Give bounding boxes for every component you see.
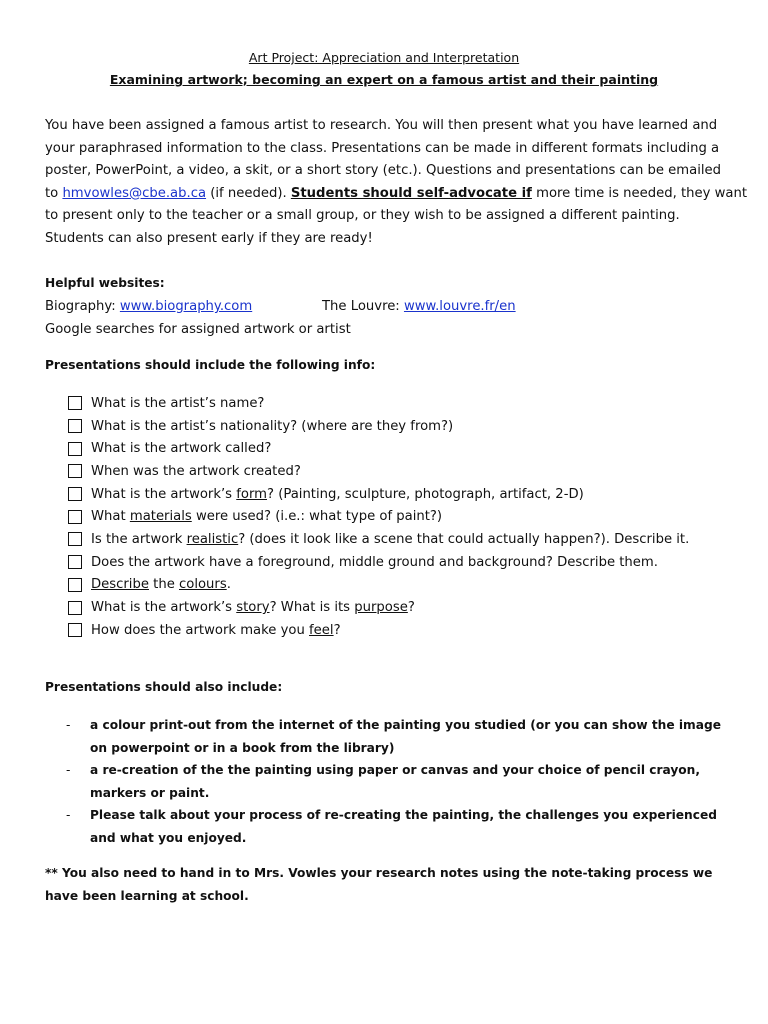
label-text: . — [226, 577, 231, 593]
info-checklist — [68, 392, 689, 642]
label-underlined: story — [236, 600, 270, 616]
list-item-line: and what you enjoyed. — [90, 830, 247, 845]
checklist-item — [68, 392, 689, 415]
label-underlined: form — [236, 486, 267, 502]
intro-paragraph — [45, 115, 748, 251]
list-item-line: markers or paint. — [90, 785, 210, 800]
google-note: Google searches for assigned artwork or artist — [45, 321, 351, 337]
intro-line: your paraphrased information to the class. Presentations can be made in different formats including a — [45, 140, 720, 156]
also-include-heading: Presentations should also include: — [45, 680, 283, 694]
checkbox[interactable] — [68, 532, 82, 546]
footnote-line: ** You also need to hand in to Mrs. Vowles your research notes using the note-taking process we — [45, 866, 713, 880]
label-text: What — [91, 509, 130, 525]
checkbox[interactable] — [68, 464, 82, 478]
intro-text: (if needed). — [206, 185, 291, 201]
list-item-line: a re-creation of the the painting using paper or canvas and your choice of pencil crayon, — [90, 763, 700, 778]
label-text: ? — [333, 622, 341, 638]
checklist-item — [68, 437, 689, 460]
checklist-item — [68, 483, 689, 506]
checkbox[interactable] — [68, 510, 82, 524]
intro-text: more time is needed, they want — [531, 185, 748, 201]
checklist-heading: Presentations should include the following info: — [45, 358, 376, 372]
label-underlined: materials — [129, 509, 192, 525]
checklist-label — [91, 623, 341, 638]
label-text: ? (does it look like a scene that could actually happen?). Describe it. — [238, 531, 690, 547]
label-text: ? What is its — [269, 600, 355, 616]
checklist-item — [68, 460, 689, 483]
intro-line: You have been assigned a famous artist to research. You will then present what you have learned and — [45, 118, 718, 133]
list-dash: - — [66, 718, 71, 732]
label-underlined: purpose — [354, 600, 408, 616]
checkbox[interactable] — [68, 555, 82, 569]
list-item — [45, 804, 721, 849]
footnote-line: have been learning at school. — [45, 888, 249, 903]
list-dash: - — [66, 808, 71, 823]
page-subtitle: Examining artwork; becoming an expert on a famous artist and their painting — [109, 72, 659, 87]
list-dash: - — [66, 763, 71, 778]
self-advocate-emphasis: Students should self-advocate if — [290, 185, 532, 201]
biography-label: Biography: — [45, 299, 120, 314]
label-text: What is the artwork’s — [91, 600, 237, 616]
checkbox[interactable] — [68, 623, 82, 637]
label-text: ? — [407, 600, 415, 616]
checklist-label: When was the artwork created? — [91, 463, 301, 479]
checklist-item — [68, 528, 689, 551]
list-item-line: a colour print-out from the internet of the painting you studied (or you can show the image — [90, 718, 721, 732]
list-item — [45, 714, 721, 759]
checkbox[interactable] — [68, 442, 82, 456]
checkbox[interactable] — [68, 601, 82, 615]
checklist-label — [91, 532, 689, 547]
email-link[interactable]: hmvowles@cbe.ab.ca — [62, 185, 207, 201]
biography-link[interactable]: www.biography.com — [119, 299, 253, 314]
intro-text: to — [45, 185, 63, 201]
label-text: What is the artwork’s — [91, 486, 237, 502]
checklist-label — [91, 577, 231, 592]
louvre-label: The Louvre: — [322, 299, 404, 314]
checkbox[interactable] — [68, 396, 82, 410]
label-underlined: colours — [179, 577, 227, 593]
label-underlined: feel — [309, 622, 334, 638]
label-text: How does the artwork make you — [91, 622, 310, 638]
websites-heading: Helpful websites: — [45, 276, 165, 290]
checklist-label — [91, 509, 442, 524]
checklist-label — [91, 487, 584, 502]
label-text: were used? (i.e.: what type of paint?) — [191, 509, 443, 525]
checklist-label: Does the artwork have a foreground, middle ground and background? Describe them. — [91, 554, 658, 570]
checklist-item — [68, 574, 689, 597]
intro-line: poster, PowerPoint, a video, a skit, or a short story (etc.). Questions and presentations can be emailed — [45, 163, 722, 179]
label-underlined: realistic — [186, 531, 239, 547]
checklist-item — [68, 415, 689, 438]
list-item-line: on powerpoint or in a book from the library) — [90, 740, 395, 755]
websites-line — [45, 296, 735, 319]
checklist-label: What is the artwork called? — [91, 441, 272, 457]
label-underlined: Describe — [91, 577, 149, 593]
checklist-item — [68, 551, 689, 574]
also-include-list — [45, 714, 721, 850]
websites-block — [45, 296, 735, 341]
louvre-group — [322, 296, 516, 319]
label-text: Is the artwork — [91, 531, 187, 547]
checklist-label: What is the artist’s nationality? (where are they from?) — [91, 418, 454, 434]
label-text: ? (Painting, sculpture, photograph, artifact, 2-D) — [267, 486, 584, 502]
checklist-item — [68, 596, 689, 619]
checklist-label — [91, 600, 415, 615]
list-item-line: Please talk about your process of re-creating the painting, the challenges you experienced — [90, 808, 717, 823]
list-item — [45, 759, 721, 804]
footnote — [45, 862, 725, 907]
checklist-label: What is the artist’s name? — [91, 395, 265, 411]
checklist-item — [68, 505, 689, 528]
checkbox[interactable] — [68, 487, 82, 501]
louvre-link[interactable]: www.louvre.fr/en — [403, 299, 516, 314]
label-text: the — [148, 577, 179, 593]
intro-line: to present only to the teacher or a small group, or they wish to be assigned a different painting. — [45, 208, 680, 224]
intro-line: Students can also present early if they are ready! — [45, 230, 373, 246]
intro-line — [45, 183, 748, 206]
checklist-item — [68, 619, 689, 642]
checkbox[interactable] — [68, 578, 82, 592]
checkbox[interactable] — [68, 419, 82, 433]
page-title: Art Project: Appreciation and Interpretation — [248, 50, 520, 65]
